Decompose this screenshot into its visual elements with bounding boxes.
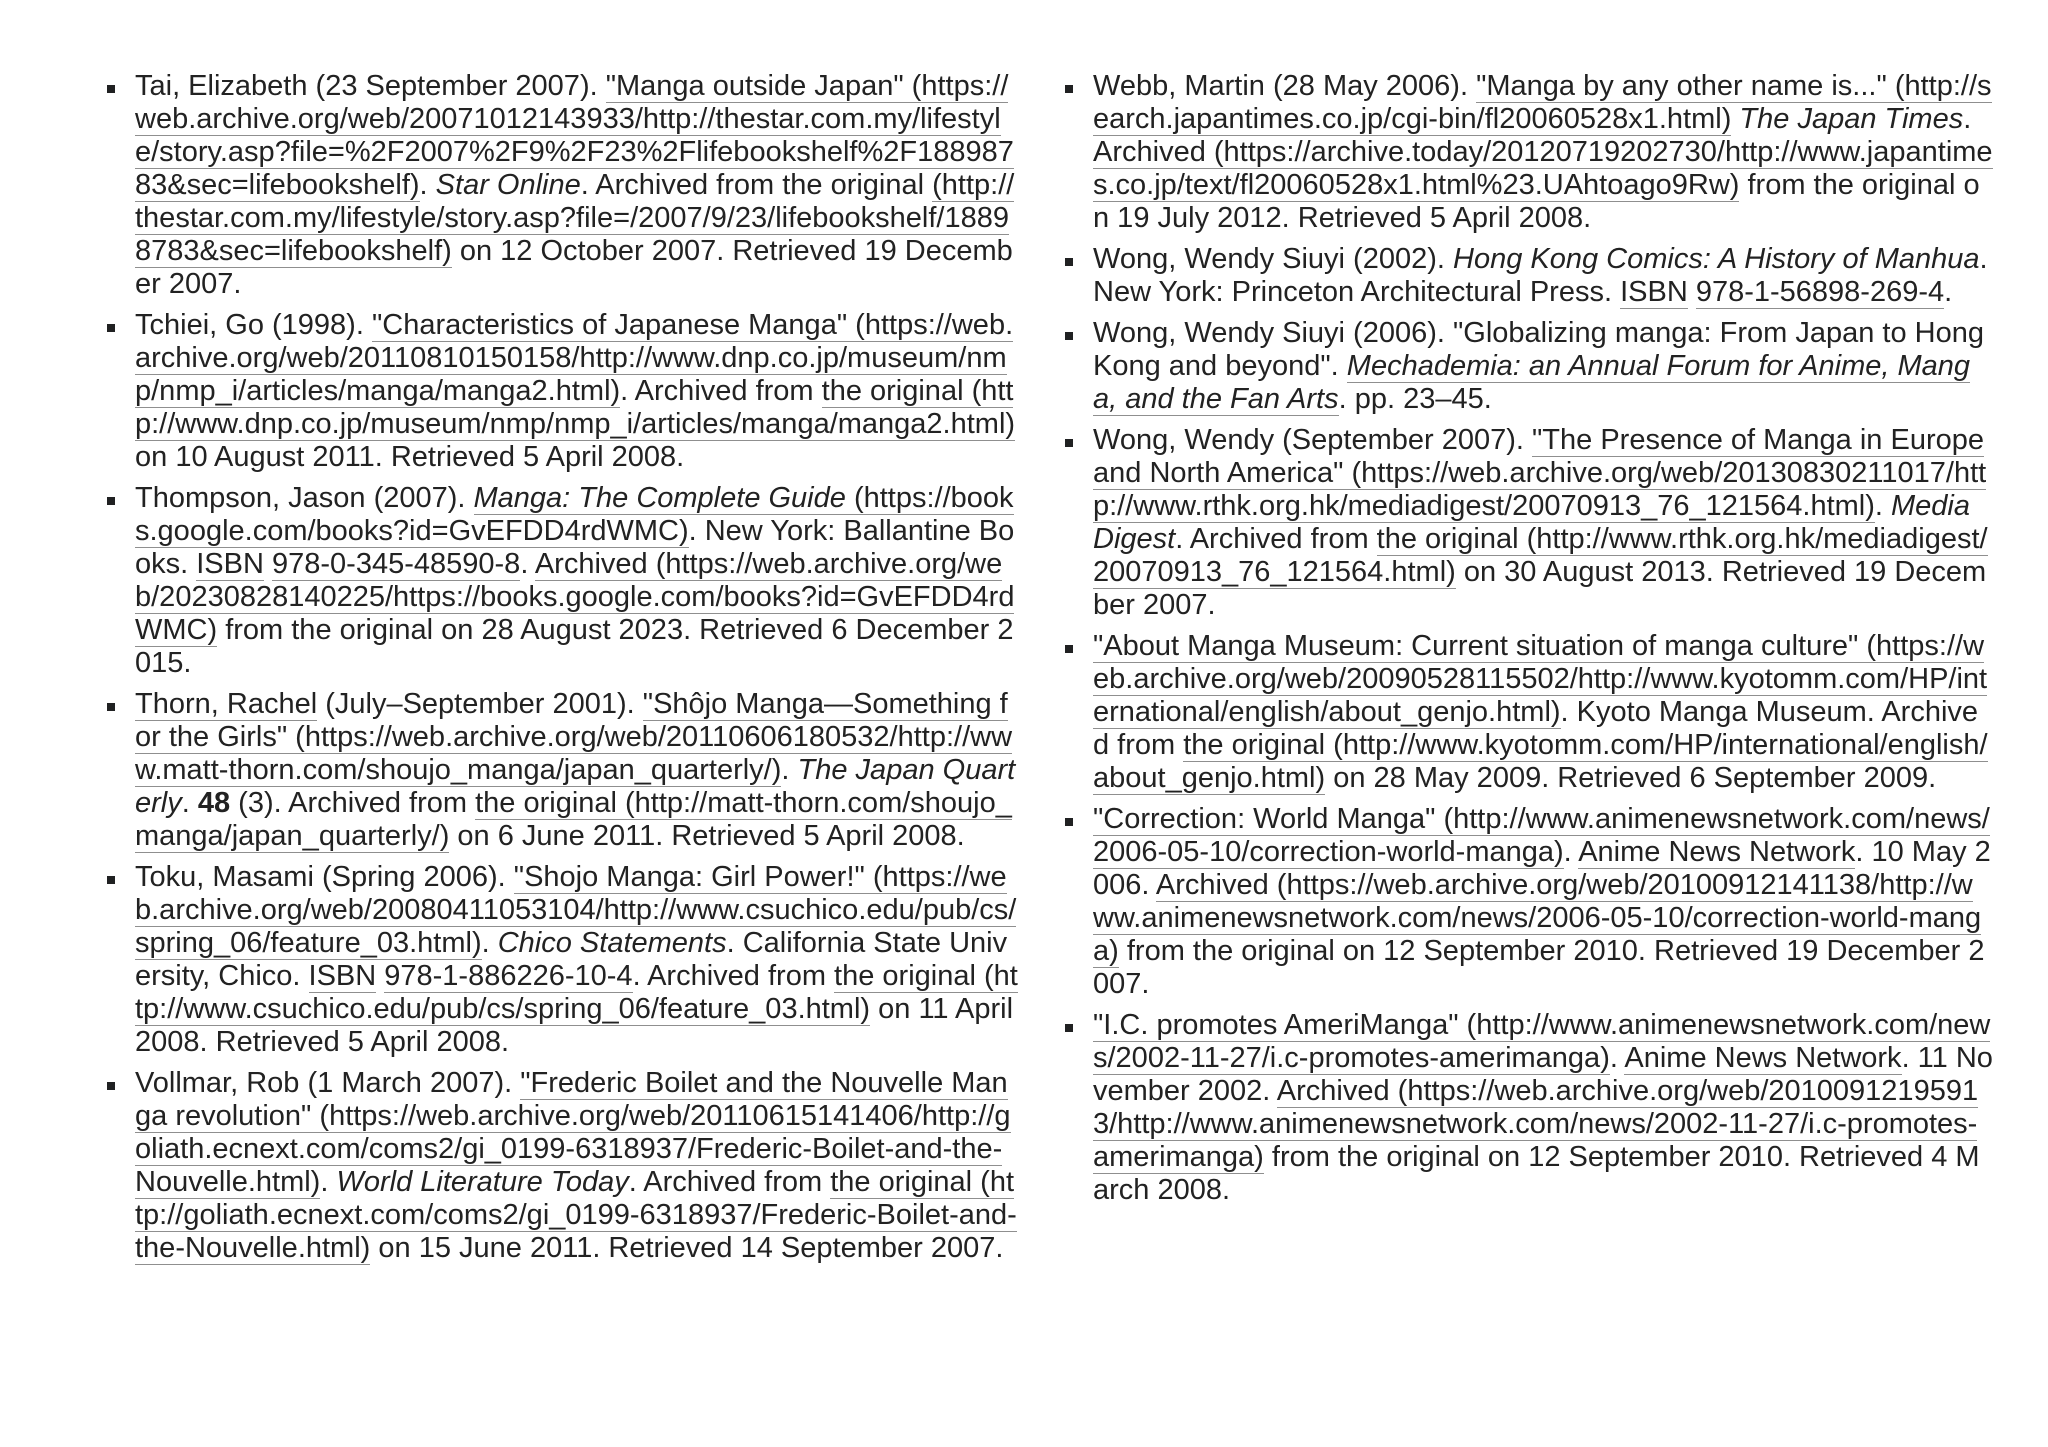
bullet-marker	[107, 876, 115, 884]
isbn-link[interactable]: 978-0-345-48590-8	[272, 548, 521, 580]
isbn-link[interactable]: 978-1-56898-269-4	[1695, 276, 1945, 308]
reference-title-link[interactable]: "Shojo Manga: Girl Power!" (https://web.archive.org/web/20080411053104/http://www.csuchico.edu/pub/cs/spring_06/feature_03.html)	[135, 861, 1017, 959]
bullet-marker	[1065, 85, 1073, 93]
archive-link[interactable]: Archived (https://web.archive.org/web/20100912141138/http://www.animenewsnetwork.com/news/2006-05-10/correction-world-manga)	[1093, 869, 1982, 967]
reference-title-link[interactable]: "Manga outside Japan" (https://web.archive.org/web/20071012143933/http://thestar.com.my/lifestyle/story.asp?file=%2F2007%2F9%2F23%2Flifebookshelf%2F18898783&sec=lifebookshelf)	[135, 70, 1014, 201]
bullet-marker	[107, 703, 115, 711]
reference-title-link[interactable]: "Manga by any other name is..." (http://search.japantimes.co.jp/cgi-bin/fl20060528x1.html)	[1093, 70, 1992, 135]
work-title: Star Online	[435, 169, 581, 201]
archive-link[interactable]: Archived (https://web.archive.org/web/20100912195913/http://www.animenewsnetwork.com/news/2002-11-27/i.c-promotes-amerimanga)	[1093, 1075, 1979, 1173]
bullet-marker	[1065, 332, 1073, 340]
reference-title-link[interactable]: Manga: The Complete Guide (https://books.google.com/books?id=GvEFDD4rdWMC)	[135, 482, 1014, 547]
journal-link[interactable]: Mechademia: an Annual Forum for Anime, Manga, and the Fan Arts	[1093, 350, 1971, 415]
isbn-label-link[interactable]: ISBN	[308, 960, 377, 992]
archive-link[interactable]: the original (http://www.dnp.co.jp/museum/nmp/nmp_i/articles/manga/manga2.html)	[135, 375, 1016, 440]
bullet-marker	[1065, 1024, 1073, 1032]
work-title: Chico Statements	[497, 927, 727, 959]
bullet-marker	[1065, 645, 1073, 653]
archive-link[interactable]: Archived (https://archive.today/20120719202730/http://www.japantimes.co.jp/text/fl20060528x1.html%23.UAhtoago9Rw)	[1093, 136, 1993, 201]
reference-title-link[interactable]: "Frederic Boilet and the Nouvelle Manga revolution" (https://web.archive.org/web/20110615141406/http://goliath.ecnext.com/coms2/gi_0199-6318937/Frederic-Boilet-and-the-Nouvelle.html)	[135, 1067, 1011, 1198]
reference-item-wong-2006: Wong, Wendy Siuyi (2006). "Globalizing manga: From Japan to Hong Kong and beyond". Mechademia: an Annual Forum for Anime, Manga, and the Fan Arts. pp. 23–45.	[1093, 317, 1993, 416]
work-title: Media Digest	[1093, 490, 1971, 555]
archive-link[interactable]: (http://thestar.com.my/lifestyle/story.asp?file=/2007/9/23/lifebookshelf/18898783&sec=lifebookshelf)	[135, 169, 1015, 267]
references-list-right	[1093, 70, 1993, 1215]
archive-link[interactable]: the original (http://www.csuchico.edu/pub/cs/spring_06/feature_03.html)	[135, 960, 1018, 1025]
reference-title-link[interactable]: "Shôjo Manga—Something for the Girls" (https://web.archive.org/web/20110606180532/http://www.matt-thorn.com/shoujo_manga/japan_quarterly/)	[135, 688, 1013, 786]
bullet-marker	[107, 324, 115, 332]
reference-item-tchiei: Tchiei, Go (1998). "Characteristics of Japanese Manga" (https://web.archive.org/web/20110810150158/http://www.dnp.co.jp/museum/nmp/nmp_i/articles/manga/manga2.html). Archived from the original (http://www.dnp.co.jp/museum/nmp/nmp_i/articles/manga/manga2.html) on 10 August 2011. Retrieved 5 April 2008.	[135, 309, 1020, 474]
archive-link[interactable]: the original (http://www.kyotomm.com/HP/international/english/about_genjo.html)	[1093, 729, 1988, 794]
bullet-marker	[107, 497, 115, 505]
archive-link[interactable]: the original (http://www.rthk.org.hk/mediadigest/20070913_76_121564.html)	[1093, 523, 1988, 588]
reference-title-link[interactable]: "Characteristics of Japanese Manga" (https://web.archive.org/web/20110810150158/http://www.dnp.co.jp/museum/nmp/nmp_i/articles/manga/manga2.html)	[135, 309, 1014, 407]
work-title: The Japan Times	[1739, 103, 1964, 135]
bullet-marker	[107, 85, 115, 93]
publisher-link[interactable]: Anime News Network	[1624, 1042, 1902, 1074]
reference-title-link[interactable]: "Correction: World Manga" (http://www.animenewsnetwork.com/news/2006-05-10/correction-world-manga)	[1093, 803, 1990, 868]
archive-link[interactable]: the original (http://matt-thorn.com/shoujo_manga/japan_quarterly/)	[135, 787, 1012, 852]
reference-item-vollmar: Vollmar, Rob (1 March 2007). "Frederic Boilet and the Nouvelle Manga revolution" (https://web.archive.org/web/20110615141406/http://goliath.ecnext.com/coms2/gi_0199-6318937/Frederic-Boilet-and-the-Nouvelle.html). World Literature Today. Archived from the original (http://goliath.ecnext.com/coms2/gi_0199-6318937/Frederic-Boilet-and-the-Nouvelle.html) on 15 June 2011. Retrieved 14 September 2007.	[135, 1067, 1020, 1265]
reference-item-thompson: Thompson, Jason (2007). Manga: The Complete Guide (https://books.google.com/books?id=GvEFDD4rdWMC). New York: Ballantine Books. ISBN 978-0-345-48590-8. Archived (https://web.archive.org/web/20230828140225/https://books.google.com/books?id=GvEFDD4rdWMC) from the original on 28 August 2023. Retrieved 6 December 2015.	[135, 482, 1020, 680]
archive-link[interactable]: Archived (https://web.archive.org/web/20230828140225/https://books.google.com/books?id=GvEFDD4rdWMC)	[135, 548, 1015, 646]
volume-number: 48	[197, 787, 231, 819]
reference-item-tai: Tai, Elizabeth (23 September 2007). "Manga outside Japan" (https://web.archive.org/web/20071012143933/http://thestar.com.my/lifestyle/story.asp?file=%2F2007%2F9%2F23%2Flifebookshelf%2F18898783&sec=lifebookshelf). Star Online. Archived from the original (http://thestar.com.my/lifestyle/story.asp?file=/2007/9/23/lifebookshelf/18898783&sec=lifebookshelf) on 12 October 2007. Retrieved 19 December 2007.	[135, 70, 1020, 301]
reference-title-link[interactable]: "About Manga Museum: Current situation of manga culture" (https://web.archive.org/web/20090528115502/http://www.kyotomm.com/HP/international/english/about_genjo.html)	[1093, 630, 1988, 728]
bullet-marker	[1065, 258, 1073, 266]
reference-item-toku: Toku, Masami (Spring 2006). "Shojo Manga: Girl Power!" (https://web.archive.org/web/20080411053104/http://www.csuchico.edu/pub/cs/spring_06/feature_03.html). Chico Statements. California State University, Chico. ISBN 978-1-886226-10-4. Archived from the original (http://www.csuchico.edu/pub/cs/spring_06/feature_03.html) on 11 April 2008. Retrieved 5 April 2008.	[135, 861, 1020, 1059]
reference-title-link[interactable]: "The Presence of Manga in Europe and North America" (https://web.archive.org/web/20130830211017/http://www.rthk.org.hk/mediadigest/20070913_76_121564.html)	[1093, 424, 1987, 522]
work-title: The Japan Quarterly	[135, 754, 1016, 819]
bullet-marker	[107, 1082, 115, 1090]
bullet-marker	[1065, 818, 1073, 826]
work-title: World Literature Today	[336, 1166, 629, 1198]
reference-item-amerimanga: "I.C. promotes AmeriManga" (http://www.animenewsnetwork.com/news/2002-11-27/i.c-promotes-amerimanga). Anime News Network. 11 November 2002. Archived (https://web.archive.org/web/20100912195913/http://www.animenewsnetwork.com/news/2002-11-27/i.c-promotes-amerimanga) from the original on 12 September 2010. Retrieved 4 March 2008.	[1093, 1009, 1993, 1207]
reference-item-wong-2007: Wong, Wendy (September 2007). "The Presence of Manga in Europe and North America" (https://web.archive.org/web/20130830211017/http://www.rthk.org.hk/mediadigest/20070913_76_121564.html). Media Digest. Archived from the original (http://www.rthk.org.hk/mediadigest/20070913_76_121564.html) on 30 August 2013. Retrieved 19 December 2007.	[1093, 424, 1993, 622]
publisher-link[interactable]: Anime News Network	[1578, 836, 1856, 868]
reference-title-link[interactable]: "I.C. promotes AmeriManga" (http://www.animenewsnetwork.com/news/2002-11-27/i.c-promotes-amerimanga)	[1093, 1009, 1991, 1074]
reference-item-webb: Webb, Martin (28 May 2006). "Manga by any other name is..." (http://search.japantimes.co.jp/cgi-bin/fl20060528x1.html) The Japan Times. Archived (https://archive.today/20120719202730/http://www.japantimes.co.jp/text/fl20060528x1.html%23.UAhtoago9Rw) from the original on 19 July 2012. Retrieved 5 April 2008.	[1093, 70, 1993, 235]
bullet-marker	[1065, 439, 1073, 447]
author-link[interactable]: Thorn, Rachel	[135, 688, 318, 720]
reference-item-correction-world-manga: "Correction: World Manga" (http://www.animenewsnetwork.com/news/2006-05-10/correction-world-manga). Anime News Network. 10 May 2006. Archived (https://web.archive.org/web/20100912141138/http://www.animenewsnetwork.com/news/2006-05-10/correction-world-manga) from the original on 12 September 2010. Retrieved 19 December 2007.	[1093, 803, 1993, 1001]
isbn-link[interactable]: 978-1-886226-10-4	[384, 960, 633, 992]
isbn-label-link[interactable]: ISBN	[196, 548, 264, 580]
references-list-left	[135, 70, 1020, 1273]
reference-item-wong-2002: Wong, Wendy Siuyi (2002). Hong Kong Comics: A History of Manhua. New York: Princeton Architectural Press. ISBN 978-1-56898-269-4.	[1093, 243, 1993, 309]
reference-item-thorn: Thorn, Rachel (July–September 2001). "Shôjo Manga—Something for the Girls" (https://web.archive.org/web/20110606180532/http://www.matt-thorn.com/shoujo_manga/japan_quarterly/). The Japan Quarterly. 48 (3). Archived from the original (http://matt-thorn.com/shoujo_manga/japan_quarterly/) on 6 June 2011. Retrieved 5 April 2008.	[135, 688, 1020, 853]
work-title: Hong Kong Comics: A History of Manhua	[1453, 243, 1980, 275]
isbn-label-link[interactable]: ISBN	[1620, 276, 1688, 308]
archive-link[interactable]: the original (http://goliath.ecnext.com/coms2/gi_0199-6318937/Frederic-Boilet-and-the-Nouvelle.html)	[135, 1166, 1017, 1264]
reference-item-manga-museum: "About Manga Museum: Current situation of manga culture" (https://web.archive.org/web/20090528115502/http://www.kyotomm.com/HP/international/english/about_genjo.html). Kyoto Manga Museum. Archived from the original (http://www.kyotomm.com/HP/international/english/about_genjo.html) on 28 May 2009. Retrieved 6 September 2009.	[1093, 630, 1993, 795]
